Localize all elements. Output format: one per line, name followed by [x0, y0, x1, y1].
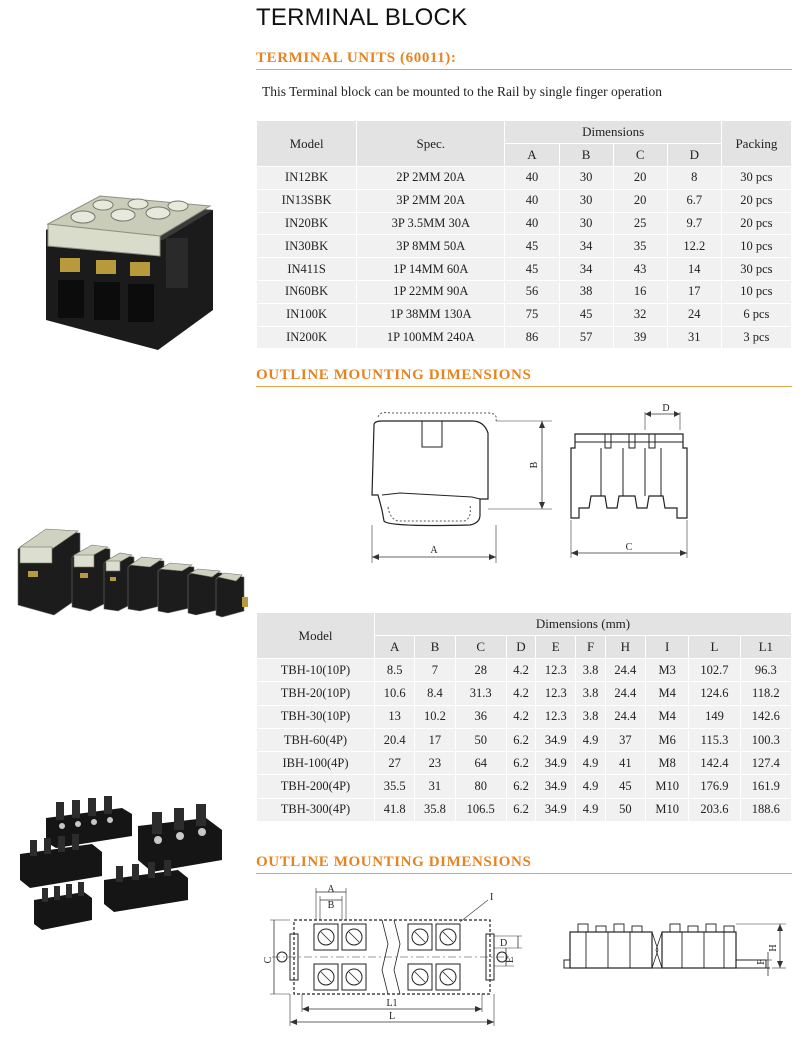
table-cell: 3P 2MM 20A — [357, 189, 505, 212]
dimension-label-i: I — [490, 892, 494, 903]
table-cell: 8 — [667, 167, 721, 190]
col-header-model: Model — [257, 121, 357, 167]
table-cell: TBH-300(4P) — [257, 798, 375, 821]
col-header-l: L — [689, 636, 740, 659]
page-title: TERMINAL BLOCK — [256, 4, 468, 31]
col-header-d: D — [506, 636, 535, 659]
table-cell: TBH-30(10P) — [257, 705, 375, 728]
table-row — [257, 235, 792, 258]
table-cell: 4.2 — [506, 705, 535, 728]
table-cell: 27 — [375, 752, 415, 775]
dimension-label-l: L — [388, 1011, 396, 1022]
col-header-spec: Spec. — [357, 121, 505, 167]
table-cell: 12.3 — [536, 659, 576, 682]
col-header-a: A — [505, 144, 559, 167]
table-cell: 4.2 — [506, 659, 535, 682]
section-divider — [256, 873, 792, 874]
table-cell: 43 — [613, 258, 667, 281]
table-cell: 13 — [375, 705, 415, 728]
table-cell: 40 — [505, 189, 559, 212]
table-cell: 20 — [613, 189, 667, 212]
table-cell: 45 — [605, 775, 645, 798]
table-cell: IN411S — [257, 258, 357, 281]
table-cell: IN100K — [257, 303, 357, 326]
table-row — [257, 728, 792, 751]
table-cell: 176.9 — [689, 775, 740, 798]
table-cell: 118.2 — [740, 682, 791, 705]
table-cell: 31 — [667, 326, 721, 349]
table-cell: 14 — [667, 258, 721, 281]
table-cell: 142.6 — [740, 705, 791, 728]
table-row — [257, 682, 792, 705]
table-cell: 34.9 — [536, 798, 576, 821]
table-cell: 6.2 — [506, 775, 535, 798]
table-cell: 34.9 — [536, 752, 576, 775]
table-cell: 106.5 — [455, 798, 506, 821]
col-header-h: H — [605, 636, 645, 659]
table-cell: 64 — [455, 752, 506, 775]
table-cell: 203.6 — [689, 798, 740, 821]
table-cell: 45 — [505, 258, 559, 281]
col-header-d: D — [667, 144, 721, 167]
section-heading-terminal-units: TERMINAL UNITS (60011): — [256, 50, 457, 66]
table-cell: 1P 22MM 90A — [357, 280, 505, 303]
table-row — [257, 167, 792, 190]
intro-text: This Terminal block can be mounted to the Rail by single finger operation — [262, 84, 662, 99]
table-cell: 34 — [559, 235, 613, 258]
col-header-c: C — [455, 636, 506, 659]
table-cell: 30 pcs — [721, 258, 791, 281]
table-cell: 4.9 — [576, 752, 605, 775]
table-cell: 100.3 — [740, 728, 791, 751]
col-header-c: C — [613, 144, 667, 167]
dimension-label-c: C — [263, 956, 274, 964]
dimension-label-a: A — [327, 884, 335, 895]
table-cell: 3P 3.5MM 30A — [357, 212, 505, 235]
tbh-side-view-drawing — [560, 912, 790, 992]
table-cell: IN30BK — [257, 235, 357, 258]
dimension-label-a: A — [430, 545, 438, 556]
table-cell: 8.5 — [375, 659, 415, 682]
table-cell: TBH-10(10P) — [257, 659, 375, 682]
col-header-model: Model — [257, 613, 375, 659]
dimension-label-d: D — [662, 403, 670, 414]
table-cell: 149 — [689, 705, 740, 728]
col-header-dimensions-mm: Dimensions (mm) — [375, 613, 792, 636]
table-row — [257, 705, 792, 728]
table-cell: 31 — [415, 775, 455, 798]
table-cell: 9.7 — [667, 212, 721, 235]
terminal-block-range-photo — [14, 527, 250, 619]
dimension-label-c: C — [625, 542, 633, 553]
dimension-label-b: B — [327, 900, 335, 911]
table-cell: 34.9 — [536, 728, 576, 751]
table-cell: 6.2 — [506, 728, 535, 751]
table-cell: 3.8 — [576, 705, 605, 728]
table-cell: 12.3 — [536, 682, 576, 705]
table-cell: 17 — [667, 280, 721, 303]
col-header-a: A — [375, 636, 415, 659]
table-cell: M4 — [645, 705, 688, 728]
table-cell: 30 pcs — [721, 167, 791, 190]
table-cell: 10.6 — [375, 682, 415, 705]
table-cell: 80 — [455, 775, 506, 798]
dimension-label-l1: L1 — [386, 998, 398, 1009]
table-cell: M10 — [645, 775, 688, 798]
table-row — [257, 326, 792, 349]
table-cell: 127.4 — [740, 752, 791, 775]
table-cell: 6.2 — [506, 798, 535, 821]
table-cell: 30 — [559, 212, 613, 235]
table-cell: IN12BK — [257, 167, 357, 190]
table-cell: 3P 8MM 50A — [357, 235, 505, 258]
table-cell: 142.4 — [689, 752, 740, 775]
table-cell: 24.4 — [605, 682, 645, 705]
table-row — [257, 258, 792, 281]
section-heading-outline-2: OUTLINE MOUNTING DIMENSIONS — [256, 854, 532, 870]
table-cell: 32 — [613, 303, 667, 326]
table-cell: TBH-60(4P) — [257, 728, 375, 751]
table-cell: TBH-200(4P) — [257, 775, 375, 798]
table-cell: 56 — [505, 280, 559, 303]
table-cell: 16 — [613, 280, 667, 303]
table-cell: 30 — [559, 189, 613, 212]
col-header-i: I — [645, 636, 688, 659]
table-cell: 31.3 — [455, 682, 506, 705]
tbh-top-view-drawing — [262, 884, 532, 1030]
table-row — [257, 189, 792, 212]
col-header-l1: L1 — [740, 636, 791, 659]
table-row — [257, 798, 792, 821]
table-cell: 35 — [613, 235, 667, 258]
dimension-label-e: E — [505, 956, 516, 964]
table-cell: 10 pcs — [721, 235, 791, 258]
table-row — [257, 212, 792, 235]
table-cell: 1P 38MM 130A — [357, 303, 505, 326]
table-cell: 124.6 — [689, 682, 740, 705]
table-cell: 57 — [559, 326, 613, 349]
col-header-e: E — [536, 636, 576, 659]
table-cell: IN13SBK — [257, 189, 357, 212]
dimension-label-h: H — [768, 944, 779, 952]
table-cell: 34.9 — [536, 775, 576, 798]
table-cell: 86 — [505, 326, 559, 349]
col-header-b: B — [559, 144, 613, 167]
table-cell: 25 — [613, 212, 667, 235]
table-cell: 36 — [455, 705, 506, 728]
table-cell: 24 — [667, 303, 721, 326]
table-cell: 75 — [505, 303, 559, 326]
table-cell: 12.3 — [536, 705, 576, 728]
col-header-b: B — [415, 636, 455, 659]
table-cell: 40 — [505, 167, 559, 190]
table-cell: 37 — [605, 728, 645, 751]
col-header-packing: Packing — [721, 121, 791, 167]
table-cell: 41.8 — [375, 798, 415, 821]
table-cell: 7 — [415, 659, 455, 682]
table-cell: 1P 14MM 60A — [357, 258, 505, 281]
table-cell: 188.6 — [740, 798, 791, 821]
table-cell: 17 — [415, 728, 455, 751]
table-cell: IN20BK — [257, 212, 357, 235]
table-cell: 115.3 — [689, 728, 740, 751]
table-cell: M6 — [645, 728, 688, 751]
dimension-label-b: B — [529, 461, 540, 469]
table-cell: 28 — [455, 659, 506, 682]
strip-terminal-blocks-photo — [12, 800, 248, 945]
table-cell: 12.2 — [667, 235, 721, 258]
outline-side-view-drawing — [360, 405, 560, 570]
table-cell: IBH-100(4P) — [257, 752, 375, 775]
table-row — [257, 775, 792, 798]
table-cell: 45 — [559, 303, 613, 326]
table-cell: 4.9 — [576, 775, 605, 798]
table-cell: 10 pcs — [721, 280, 791, 303]
table-cell: 20.4 — [375, 728, 415, 751]
table-cell: IN60BK — [257, 280, 357, 303]
section-heading-outline-1: OUTLINE MOUNTING DIMENSIONS — [256, 367, 532, 383]
table-cell: 161.9 — [740, 775, 791, 798]
table-cell: 6.7 — [667, 189, 721, 212]
table-cell: 3 pcs — [721, 326, 791, 349]
col-header-dimensions: Dimensions — [505, 121, 721, 144]
table-cell: 6 pcs — [721, 303, 791, 326]
table-cell: 10.2 — [415, 705, 455, 728]
table-cell: 39 — [613, 326, 667, 349]
table-cell: 20 pcs — [721, 212, 791, 235]
table-cell: M8 — [645, 752, 688, 775]
table-cell: 102.7 — [689, 659, 740, 682]
table-cell: 35.8 — [415, 798, 455, 821]
table-cell: 45 — [505, 235, 559, 258]
table-row — [257, 659, 792, 682]
table-row — [257, 280, 792, 303]
dimension-label-d: D — [500, 938, 508, 949]
table-cell: IN200K — [257, 326, 357, 349]
table-cell: 20 pcs — [721, 189, 791, 212]
table-cell: 4.9 — [576, 798, 605, 821]
table-cell: 23 — [415, 752, 455, 775]
table-cell: 34 — [559, 258, 613, 281]
table-cell: 41 — [605, 752, 645, 775]
table-cell: M3 — [645, 659, 688, 682]
table-row — [257, 752, 792, 775]
table-cell: 4.2 — [506, 682, 535, 705]
table-cell: 30 — [559, 167, 613, 190]
table-cell: TBH-20(10P) — [257, 682, 375, 705]
terminal-units-table — [256, 120, 792, 349]
outline-front-view-drawing — [565, 400, 705, 565]
table-cell: 3.8 — [576, 659, 605, 682]
table-row — [257, 303, 792, 326]
table-cell: 50 — [455, 728, 506, 751]
table-cell: 35.5 — [375, 775, 415, 798]
tbh-dimensions-table — [256, 612, 792, 822]
table-cell: 3.8 — [576, 682, 605, 705]
col-header-f: F — [576, 636, 605, 659]
terminal-unit-photo — [38, 190, 218, 355]
table-cell: 50 — [605, 798, 645, 821]
table-cell: 8.4 — [415, 682, 455, 705]
table-cell: 2P 2MM 20A — [357, 167, 505, 190]
table-cell: 1P 100MM 240A — [357, 326, 505, 349]
table-cell: 24.4 — [605, 659, 645, 682]
table-cell: 24.4 — [605, 705, 645, 728]
table-cell: M10 — [645, 798, 688, 821]
table-cell: 40 — [505, 212, 559, 235]
table-cell: 96.3 — [740, 659, 791, 682]
table-cell: 20 — [613, 167, 667, 190]
table-cell: 38 — [559, 280, 613, 303]
dimension-label-f: F — [756, 959, 767, 965]
table-cell: 6.2 — [506, 752, 535, 775]
table-cell: 4.9 — [576, 728, 605, 751]
section-divider — [256, 386, 792, 387]
section-divider — [256, 69, 792, 70]
table-cell: M4 — [645, 682, 688, 705]
